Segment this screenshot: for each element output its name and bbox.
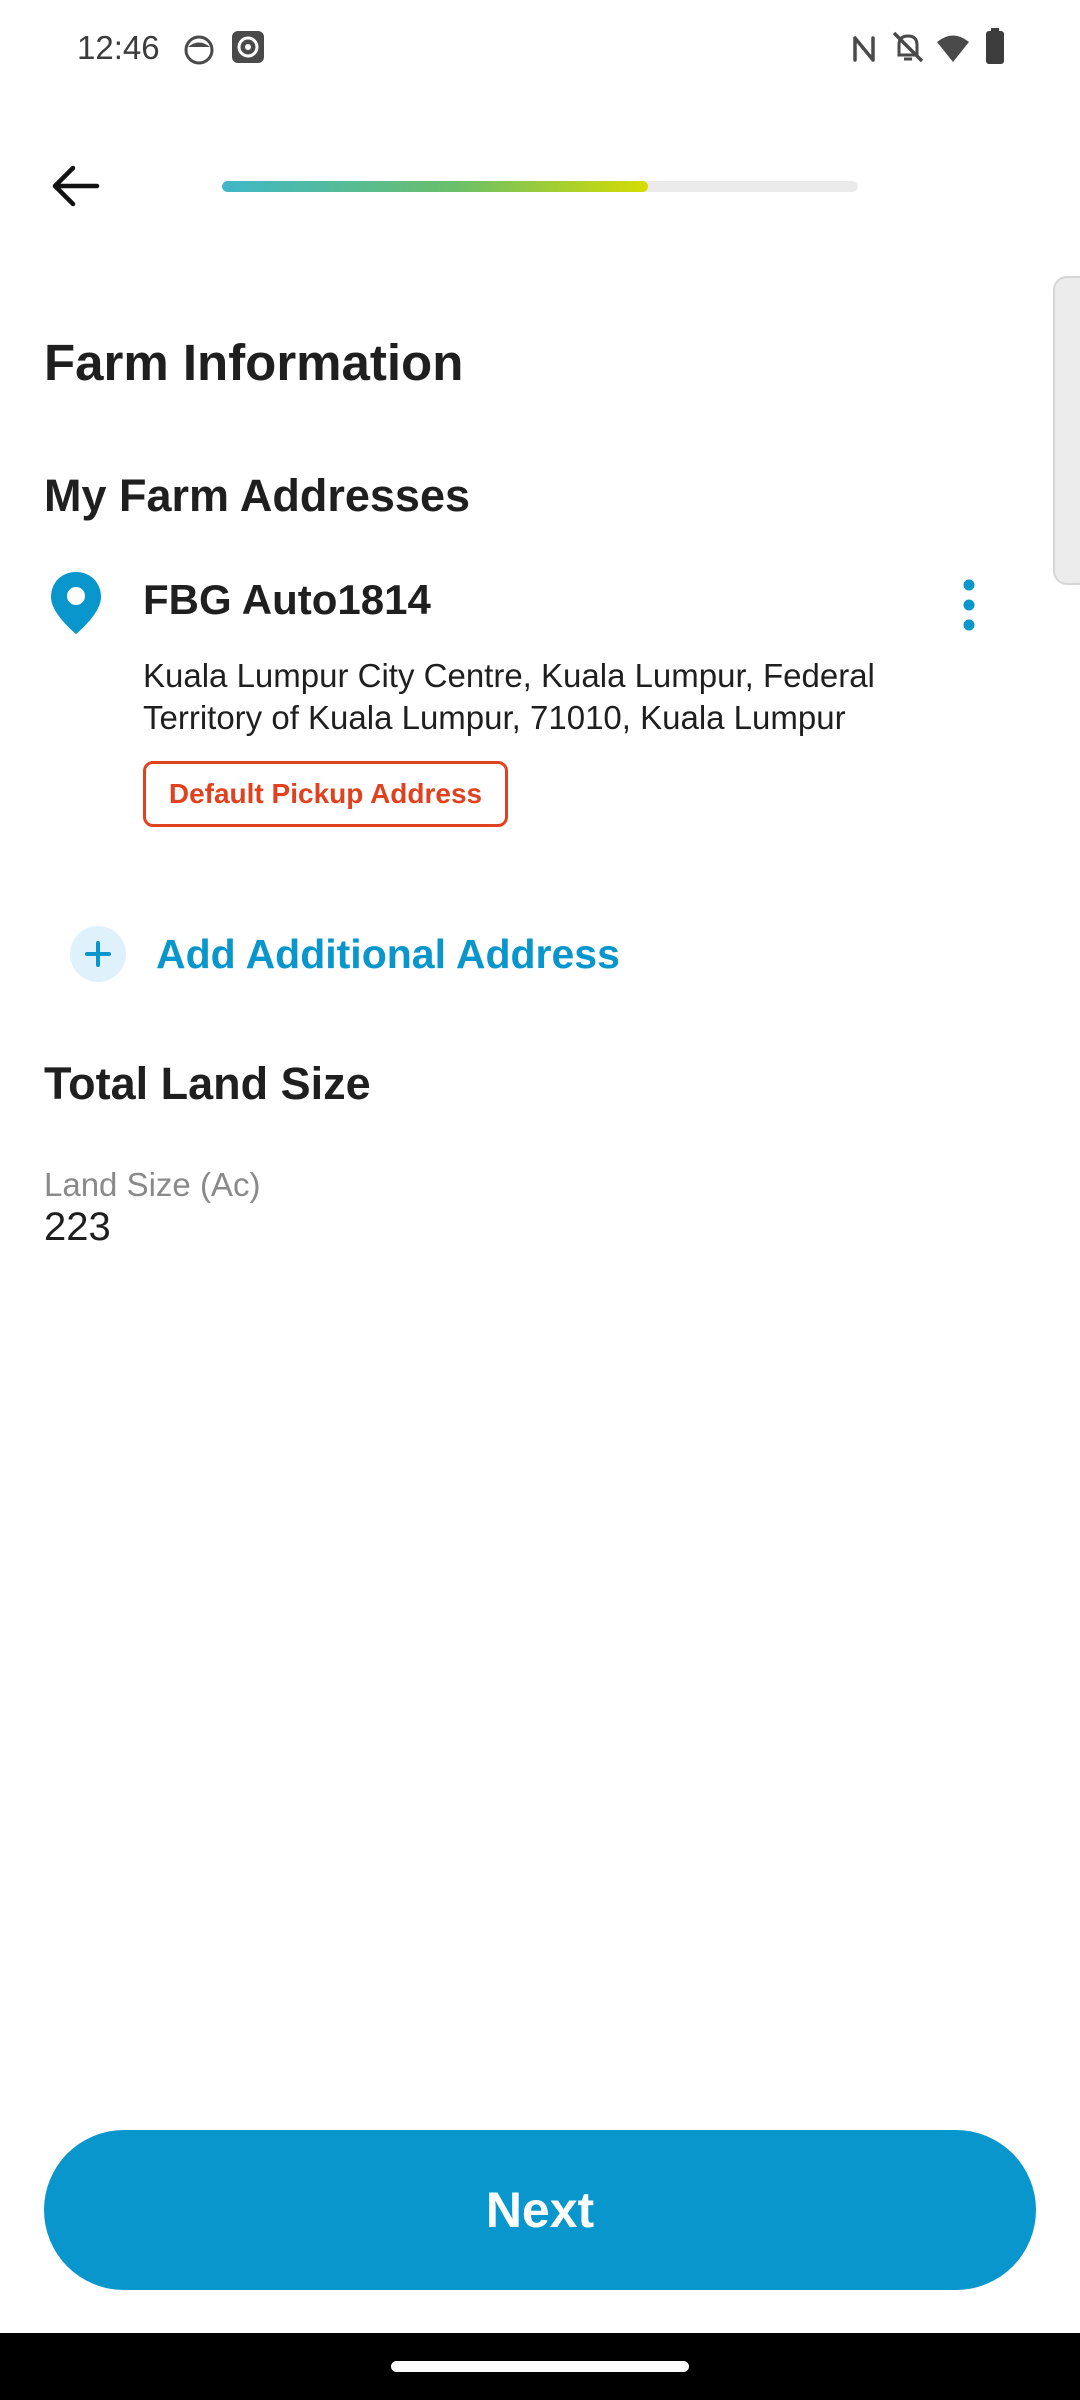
nfc-icon (851, 31, 877, 67)
home-indicator[interactable] (391, 2361, 689, 2372)
progress-fill (222, 181, 648, 192)
default-pickup-badge: Default Pickup Address (143, 761, 508, 827)
face-icon (183, 31, 215, 67)
screenshot-icon (230, 29, 266, 65)
addresses-section-title: My Farm Addresses (44, 470, 471, 521)
add-circle (70, 926, 126, 982)
arrow-left-icon (51, 164, 101, 208)
address-name: FBG Auto1814 (143, 576, 431, 623)
scrollbar-thumb[interactable] (1053, 276, 1080, 585)
wifi-icon (935, 30, 971, 66)
add-address-button[interactable] (70, 922, 620, 986)
next-button[interactable]: Next (44, 2130, 1036, 2290)
battery-icon (985, 28, 1005, 64)
plus-icon (84, 940, 112, 968)
location-pin-icon (48, 570, 104, 636)
address-options-button[interactable] (940, 570, 998, 640)
page-title: Farm Information (44, 334, 464, 391)
bell-off-icon (890, 29, 926, 65)
land-size-value[interactable]: 223 (44, 1205, 111, 1249)
add-address-label: Add Additional Address (156, 930, 620, 977)
address-text: Kuala Lumpur City Centre, Kuala Lumpur, Federal Territory of Kuala Lumpur, 71010, Kuala Lumpur (143, 657, 875, 736)
progress-bar (222, 181, 858, 192)
land-section-title: Total Land Size (44, 1058, 371, 1109)
back-button[interactable] (40, 150, 112, 222)
status-time: 12:46 (77, 29, 160, 66)
land-size-label: Land Size (Ac) (44, 1166, 261, 1203)
more-vertical-icon (961, 577, 977, 633)
